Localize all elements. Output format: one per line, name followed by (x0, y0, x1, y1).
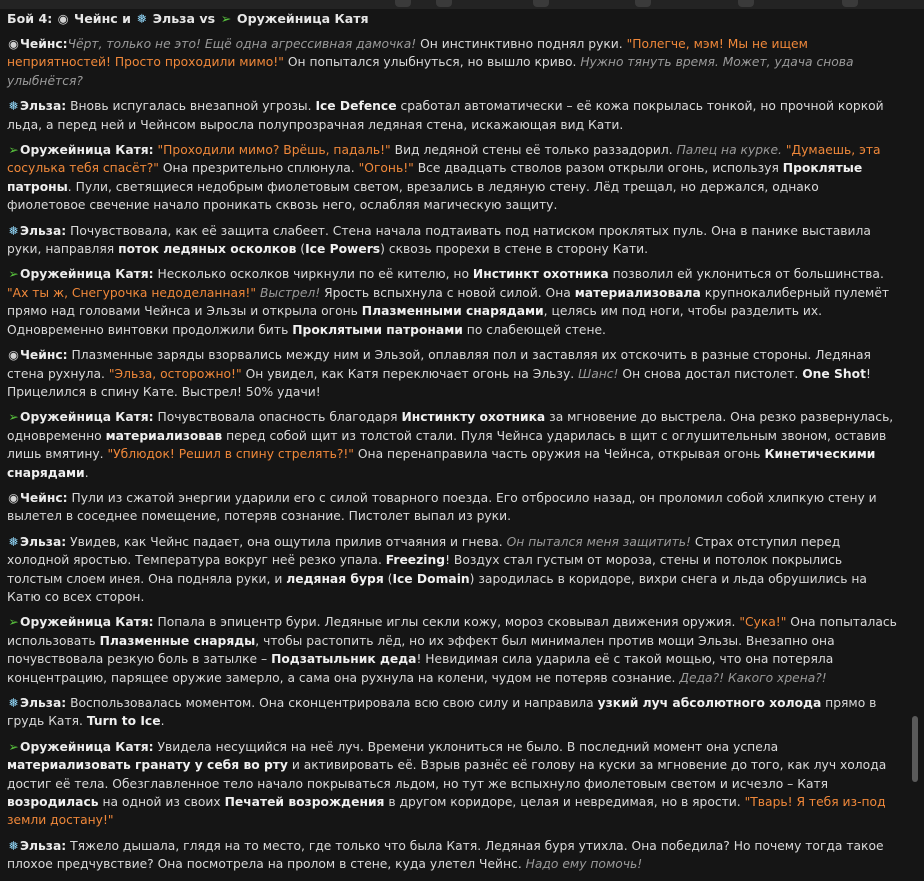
snowflake-icon: ❅ (8, 534, 19, 549)
dialogue-quote: "Тварь! Я тебя из-под земли достану!" (7, 795, 886, 828)
narration-text: ( (296, 242, 306, 257)
battle-message (7, 97, 897, 134)
narration-text: ! Воздух стал густым от мороза, стены и потолок покрылись толстым слоем инея. Она подняла руки, и (7, 553, 843, 586)
narration-text: Она перенаправила часть оружия на Чейнса, открывая огонь (353, 447, 765, 462)
narration-text: Все двадцать стволов разом открыли огонь, используя (413, 161, 783, 176)
speaker-name: Оружейница Катя: (20, 739, 154, 754)
snowflake-icon: ❅ (136, 11, 148, 26)
narration-text: Плазменные заряды взорвались между ним и Эльзой, оплавляя пол и заставляя их отскочить в разные стороны. Ледяная стена рухнула. (7, 348, 871, 381)
narration-text: Увидев, как Чейнс падает, она ощутила прилив отчаяния и гнева. (66, 534, 507, 549)
narration-text: Ярость вспыхнула с новой силой. Она (320, 285, 575, 300)
speaker-name: Эльза: (20, 534, 67, 549)
ability-name: Turn to Ice (86, 714, 161, 729)
narration-text: Он инстинктивно поднял руки. (416, 37, 627, 51)
narration-text: Попала в эпицентр бури. Ледяные иглы секли кожу, мороз сковывал движения оружия. (153, 615, 740, 630)
speaker-name: Оружейница Катя: (20, 143, 154, 158)
ability-name: материализовать гранату у себя во рту (7, 758, 288, 773)
narration-text: Несколько осколков чиркнули по её кителю, но (153, 267, 473, 282)
dialogue-quote: "Думаешь, эта сосулька тебя спасёт?" (7, 143, 881, 176)
pistol-icon: ➢ (8, 739, 19, 754)
ability-name: Ice Defence (315, 99, 397, 114)
narration-text: Он увидел, как Катя переключает огонь на Эльзу. (241, 366, 579, 381)
inner-thought: Нужно тянуть время. Может, удача снова улыбнётся? (7, 55, 854, 88)
inner-thought: Шанс! (578, 366, 619, 381)
narration-text: Тяжело дышала, глядя на то место, где только что была Катя. Ледяная буря утихла. Она победила? Но почему тогда такое плохое предчувствие? Она посмотрела на пролом в стене, куда улетел Чейнс. (7, 838, 884, 872)
ability-name: материализовала (574, 285, 701, 300)
narration-text: Она презрительно сплюнула. (158, 161, 359, 176)
narration-text: Вид ледяной стены её только раззадорил. (390, 143, 677, 158)
inner-thought: Деда?! Какого хрена?! (679, 670, 827, 685)
ability-name: Плазменными снарядами (361, 304, 544, 319)
pistol-icon: ➢ (8, 410, 19, 425)
ability-name: Проклятые патроны (7, 161, 863, 194)
dialogue-quote: "Проходили мимо? Врёшь, падаль!" (157, 143, 391, 158)
toolbar-button-ghost[interactable] (436, 0, 452, 7)
dialogue-quote: "Ах ты ж, Снегурочка недоделанная!" (7, 285, 257, 300)
speaker-name: Эльза: (20, 223, 67, 238)
narration-text: ! Невидимая сила ударила её с такой мощью, что она потеряла концентрацию, парящее оружие замерло, а сама она рухнула на колени, чудом не потеряв сознание. (7, 652, 834, 685)
ability-name: Проклятыми патронами (292, 322, 463, 337)
narration-text: крупнокалиберный пулемёт прямо над головами Чейнса и Эльзы и открыла огонь (7, 285, 890, 319)
speaker-name: Оружейница Катя: (20, 615, 154, 630)
ability-name: узкий луч абсолютного холода (597, 696, 822, 710)
pistol-icon: ➢ (8, 143, 19, 158)
emoji-globe-icon: ◉ (8, 490, 19, 505)
battle-message (7, 222, 897, 259)
speaker-name: Эльза: (20, 696, 67, 710)
inner-thought: Выстрел! (259, 285, 321, 300)
dialogue-quote: "Полегче, мэм! Мы не ищем неприятностей! Просто проходили мимо!" (7, 37, 808, 70)
narration-text: позволил ей уклониться от большинства. (608, 267, 884, 282)
narration-text: ! Прицелился в спину Кате. Выстрел! 50% удачи! (7, 366, 871, 399)
dialogue-quote: "Сука!" (739, 615, 787, 630)
narration-text: перед собой щит из толстой стали. Пуля Чейнса ударилась в щит с оглушительным звоном, оставив лишь вмятину. (7, 428, 887, 462)
narration-text: Он снова достал пистолет. (618, 366, 803, 381)
toolbar-button-ghost[interactable] (533, 0, 549, 7)
narration-text: Она попыталась использовать (7, 615, 897, 648)
fighter-elsa: Эльза (152, 11, 195, 26)
inner-thought: Палец на курке. (676, 143, 782, 158)
battle-message (7, 35, 897, 90)
battle-message (7, 141, 897, 215)
toolbar-button-ghost[interactable] (395, 0, 411, 7)
emoji-globe-icon: ◉ (57, 11, 69, 26)
speaker-name: Чейнс: (20, 348, 68, 363)
fighter-katya: Оружейница Катя (236, 11, 369, 26)
inner-thought: Надо ему помочь! (525, 857, 643, 872)
speaker-name: Оружейница Катя: (20, 410, 154, 425)
dialogue-quote: "Эльза, осторожно!" (108, 366, 242, 381)
battle-message (7, 408, 897, 482)
narration-text: . (160, 714, 165, 729)
ability-name: ледяная буря (286, 571, 384, 586)
snowflake-icon: ❅ (8, 99, 19, 114)
narration-text: Увидела несущийся на неё луч. Времени уклониться не было. В последний момент она успела (153, 739, 779, 754)
ability-name: Кинетическими снарядами (7, 447, 876, 480)
speaker-name: Чейнс: (20, 490, 68, 505)
toolbar-button-ghost[interactable] (738, 0, 754, 7)
battle-message (7, 613, 897, 687)
narration-text: Он попытался улыбнуться, но вышло криво. (283, 55, 581, 70)
ability-name: Подзатыльник деда (271, 652, 417, 667)
narration-text: по слабеющей стене. (462, 322, 606, 337)
ability-name: Инстинкт охотника (472, 267, 609, 282)
battle-message (7, 837, 897, 874)
toolbar-button-ghost[interactable] (635, 0, 651, 7)
top-toolbar (0, 0, 924, 9)
ability-name: Ice Domain (392, 571, 470, 586)
narration-text: Воспользовалась моментом. Она сконцентрировала всю свою силу и направила (66, 696, 598, 710)
toolbar-button-ghost[interactable] (842, 0, 858, 7)
narration-text: Почувствовала, как её защита слабеет. Стена начала подтаивать под натиском проклятых пуль. Она в панике выставила руки, направляя (7, 223, 871, 257)
snowflake-icon: ❅ (8, 223, 19, 238)
battle-message (7, 738, 897, 830)
narration-text: Почувствовала опасность благодаря (153, 410, 402, 425)
ability-name: возродилась (7, 795, 99, 810)
narration-text: . Пули, светящиеся недобрым фиолетовым светом, врезались в ледяную стену. Лёд трещал, но держался, однако фиолетовое свечение начало проникать сквозь него, ослабляя магическую защиту. (7, 179, 819, 213)
speaker-name: Эльза: (20, 838, 67, 853)
narration-text: Страх отступил перед холодной яростью. Температура вокруг неё резко упала. (7, 534, 841, 568)
pistol-icon: ➢ (220, 11, 232, 26)
ability-name: поток ледяных осколков (118, 242, 297, 257)
narration-text: Пули из сжатой энергии ударили его с силой товарного поезда. Его отбросило назад, он проломил собой хлипкую стену и вылетел в соседнее помещение, потеряв сознание. Пистолет выпал из руки. (7, 490, 877, 524)
pistol-icon: ➢ (8, 267, 19, 282)
snowflake-icon: ❅ (8, 696, 19, 710)
ability-name: Печатей возрождения (224, 795, 385, 810)
inner-thought: Он пытался меня защитить! (506, 534, 691, 549)
pistol-icon: ➢ (8, 615, 19, 630)
narration-text: на одной из своих (98, 795, 225, 810)
battle-message (7, 533, 897, 607)
snowflake-icon: ❅ (8, 838, 19, 853)
battle-number: Бой 4: (7, 11, 57, 26)
narration-text: ) сквозь прорехи в стене в сторону Кати. (380, 242, 649, 257)
ability-name: Плазменные снаряды (99, 633, 256, 648)
narration-text: за мгновение до выстрела. Она резко развернулась, одновременно (7, 410, 894, 443)
narration-text: ) зародилась в коридоре, вихри снега и льда обрушились на Катю со всех сторон. (7, 571, 867, 604)
inner-thought: Чёрт, только не это! Ещё одна агрессивная дамочка! (67, 37, 417, 51)
battle-message (7, 265, 897, 339)
ability-name: Ice Powers (305, 242, 381, 257)
fighter-chains: Чейнс (74, 11, 118, 26)
ability-name: Freezing (385, 553, 446, 568)
speaker-name: Оружейница Катя: (20, 267, 154, 282)
narration-text: в другом коридоре, целая и невредимая, но в ярости. (384, 795, 745, 810)
ability-name: Инстинкту охотника (401, 410, 546, 425)
emoji-globe-icon: ◉ (8, 37, 19, 51)
battle-message (7, 694, 897, 731)
battle-log (7, 35, 897, 874)
narration-text: , чтобы растопить лёд, но их эффект был минимален против мощи Эльзы. Внезапно она почувствовала резкую боль в затылке – (7, 633, 835, 667)
narration-text: Вновь испугалась внезапной угрозы. (66, 99, 316, 114)
scrollbar-thumb[interactable] (912, 716, 918, 782)
chat-message-content (7, 10, 897, 881)
narration-text: прямо в грудь Катя. (7, 696, 877, 729)
battle-message (7, 489, 897, 526)
speaker-name: Эльза: (20, 99, 67, 114)
versus-text: vs (195, 11, 220, 26)
narration-text: . (84, 465, 89, 480)
ability-name: материализовав (105, 428, 223, 443)
speaker-name: Чейнс: (20, 37, 68, 51)
narration-text: и активировать её. Взрыв разнёс её голову на куски за мгновение до того, как луч холода достиг её тела. Обезглавленное тело начало покрываться льдом, но тут же вспыхнуло фиолетовым светом и исчезло – Катя (7, 758, 887, 791)
emoji-globe-icon: ◉ (8, 348, 19, 363)
conjunction-text: и (117, 11, 136, 26)
narration-text: сработал автоматически – её кожа покрылась тонкой, но прочной коркой льда, а перед ней и Чейнсом выросла полупрозрачная ледяная стена, искажающая вид Кати. (7, 99, 884, 132)
dialogue-quote: "Огонь!" (358, 161, 414, 176)
battle-message (7, 346, 897, 401)
dialogue-quote: "Ублюдок! Решил в спину стрелять?!" (107, 447, 354, 462)
narration-text: ( (383, 571, 393, 586)
narration-text: , целясь им под ноги, чтобы разделить их. Одновременно винтовки продолжили бить (7, 304, 823, 337)
battle-title (7, 10, 897, 28)
ability-name: One Shot (802, 366, 866, 381)
